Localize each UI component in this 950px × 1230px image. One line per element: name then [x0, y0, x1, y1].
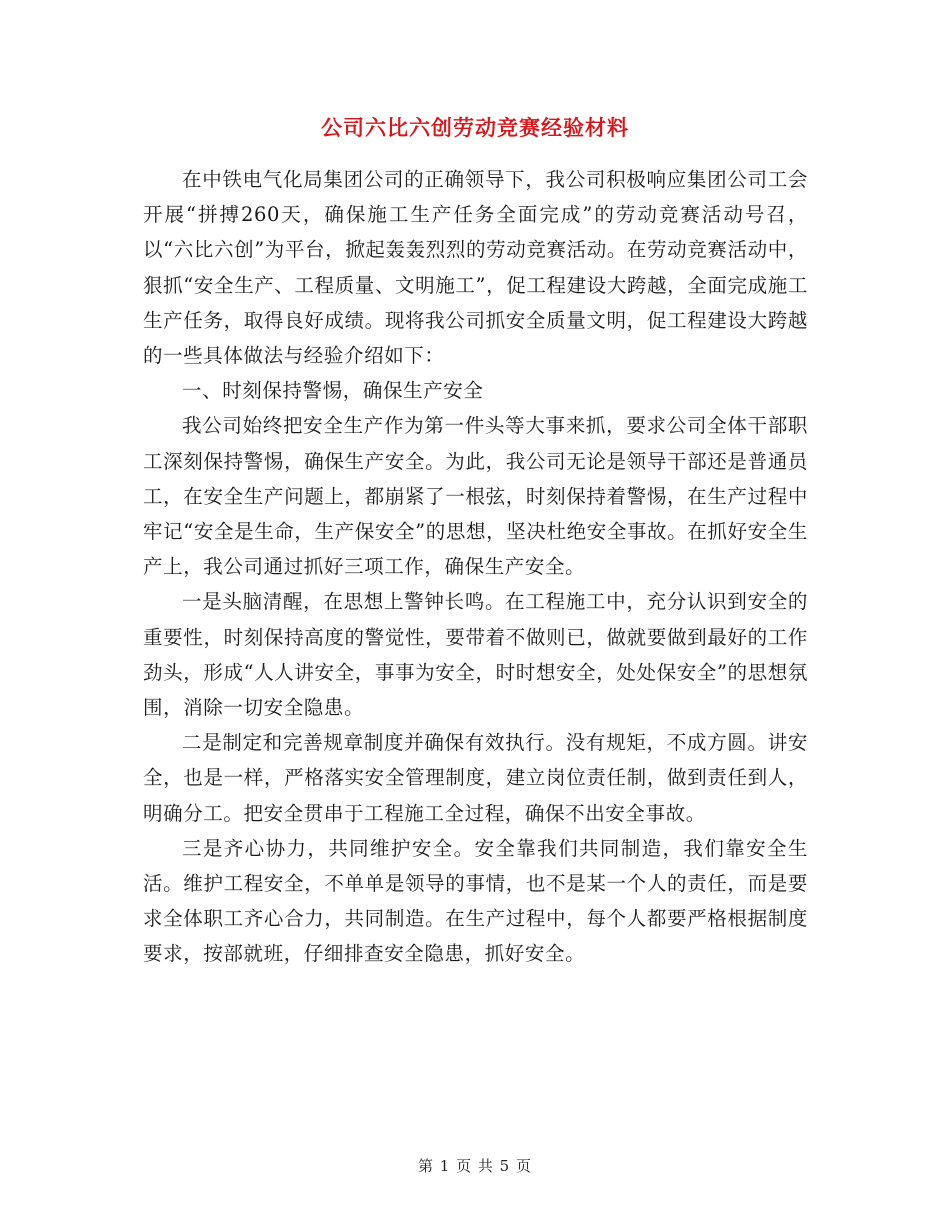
paragraph-intro: 在中铁电气化局集团公司的正确领导下，我公司积极响应集团公司工会开展“拼搏260天，确保施工生产任务全面完成”的劳动竞赛活动号召，以“六比六创”为平台，掀起轰轰烈烈的劳动竞赛活动。在劳动竞赛活动中，狠抓“安全生产、工程质量、文明施工”，促工程建设大跨越，全面完成施工生产任务，取得良好成绩。现将我公司抓安全质量文明，促工程建设大跨越的一些具体做法与经验介绍如下：	[143, 168, 808, 368]
document-title: 公司六比六创劳动竞赛经验材料	[321, 116, 629, 140]
paragraph-point-one: 一是头脑清醒，在思想上警钟长鸣。在工程施工中，充分认识到安全的重要性，时刻保持高度的警觉性，要带着不做则已，做就要做到最好的工作劲头，形成“人人讲安全，事事为安全，时时想安全，处处保安全”的思想氛围，消除一切安全隐患。	[143, 590, 808, 720]
paragraph-safety-overview: 我公司始终把安全生产作为第一件头等大事来抓，要求公司全体干部职工深刻保持警惕，确保生产安全。为此，我公司无论是领导干部还是普通员工，在安全生产问题上，都崩紧了一根弦，时刻保持着警惕，在生产过程中牢记“安全是生命，生产保安全”的思想，坚决杜绝安全事故。在抓好安全生产上，我公司通过抓好三项工作，确保生产安全。	[143, 414, 808, 579]
paragraph-point-three: 三是齐心协力，共同维护安全。安全靠我们共同制造，我们靠安全生活。维护工程安全，不单单是领导的事情，也不是某一个人的责任，而是要求全体职工齐心合力，共同制造。在生产过程中，每个人都要严格根据制度要求，按部就班，仔细排查安全隐患，抓好安全。	[143, 836, 808, 966]
section-heading-1: 一、时刻保持警惕，确保生产安全	[182, 379, 484, 403]
page-footer: 第 1 页 共 5 页	[418, 1157, 532, 1175]
document-body	[143, 162, 808, 972]
paragraph-point-two: 二是制定和完善规章制度并确保有效执行。没有规矩，不成方圆。讲安全，也是一样，严格落实安全管理制度，建立岗位责任制，做到责任到人，明确分工。把安全贯串于工程施工全过程，确保不出安全事故。	[143, 731, 808, 825]
